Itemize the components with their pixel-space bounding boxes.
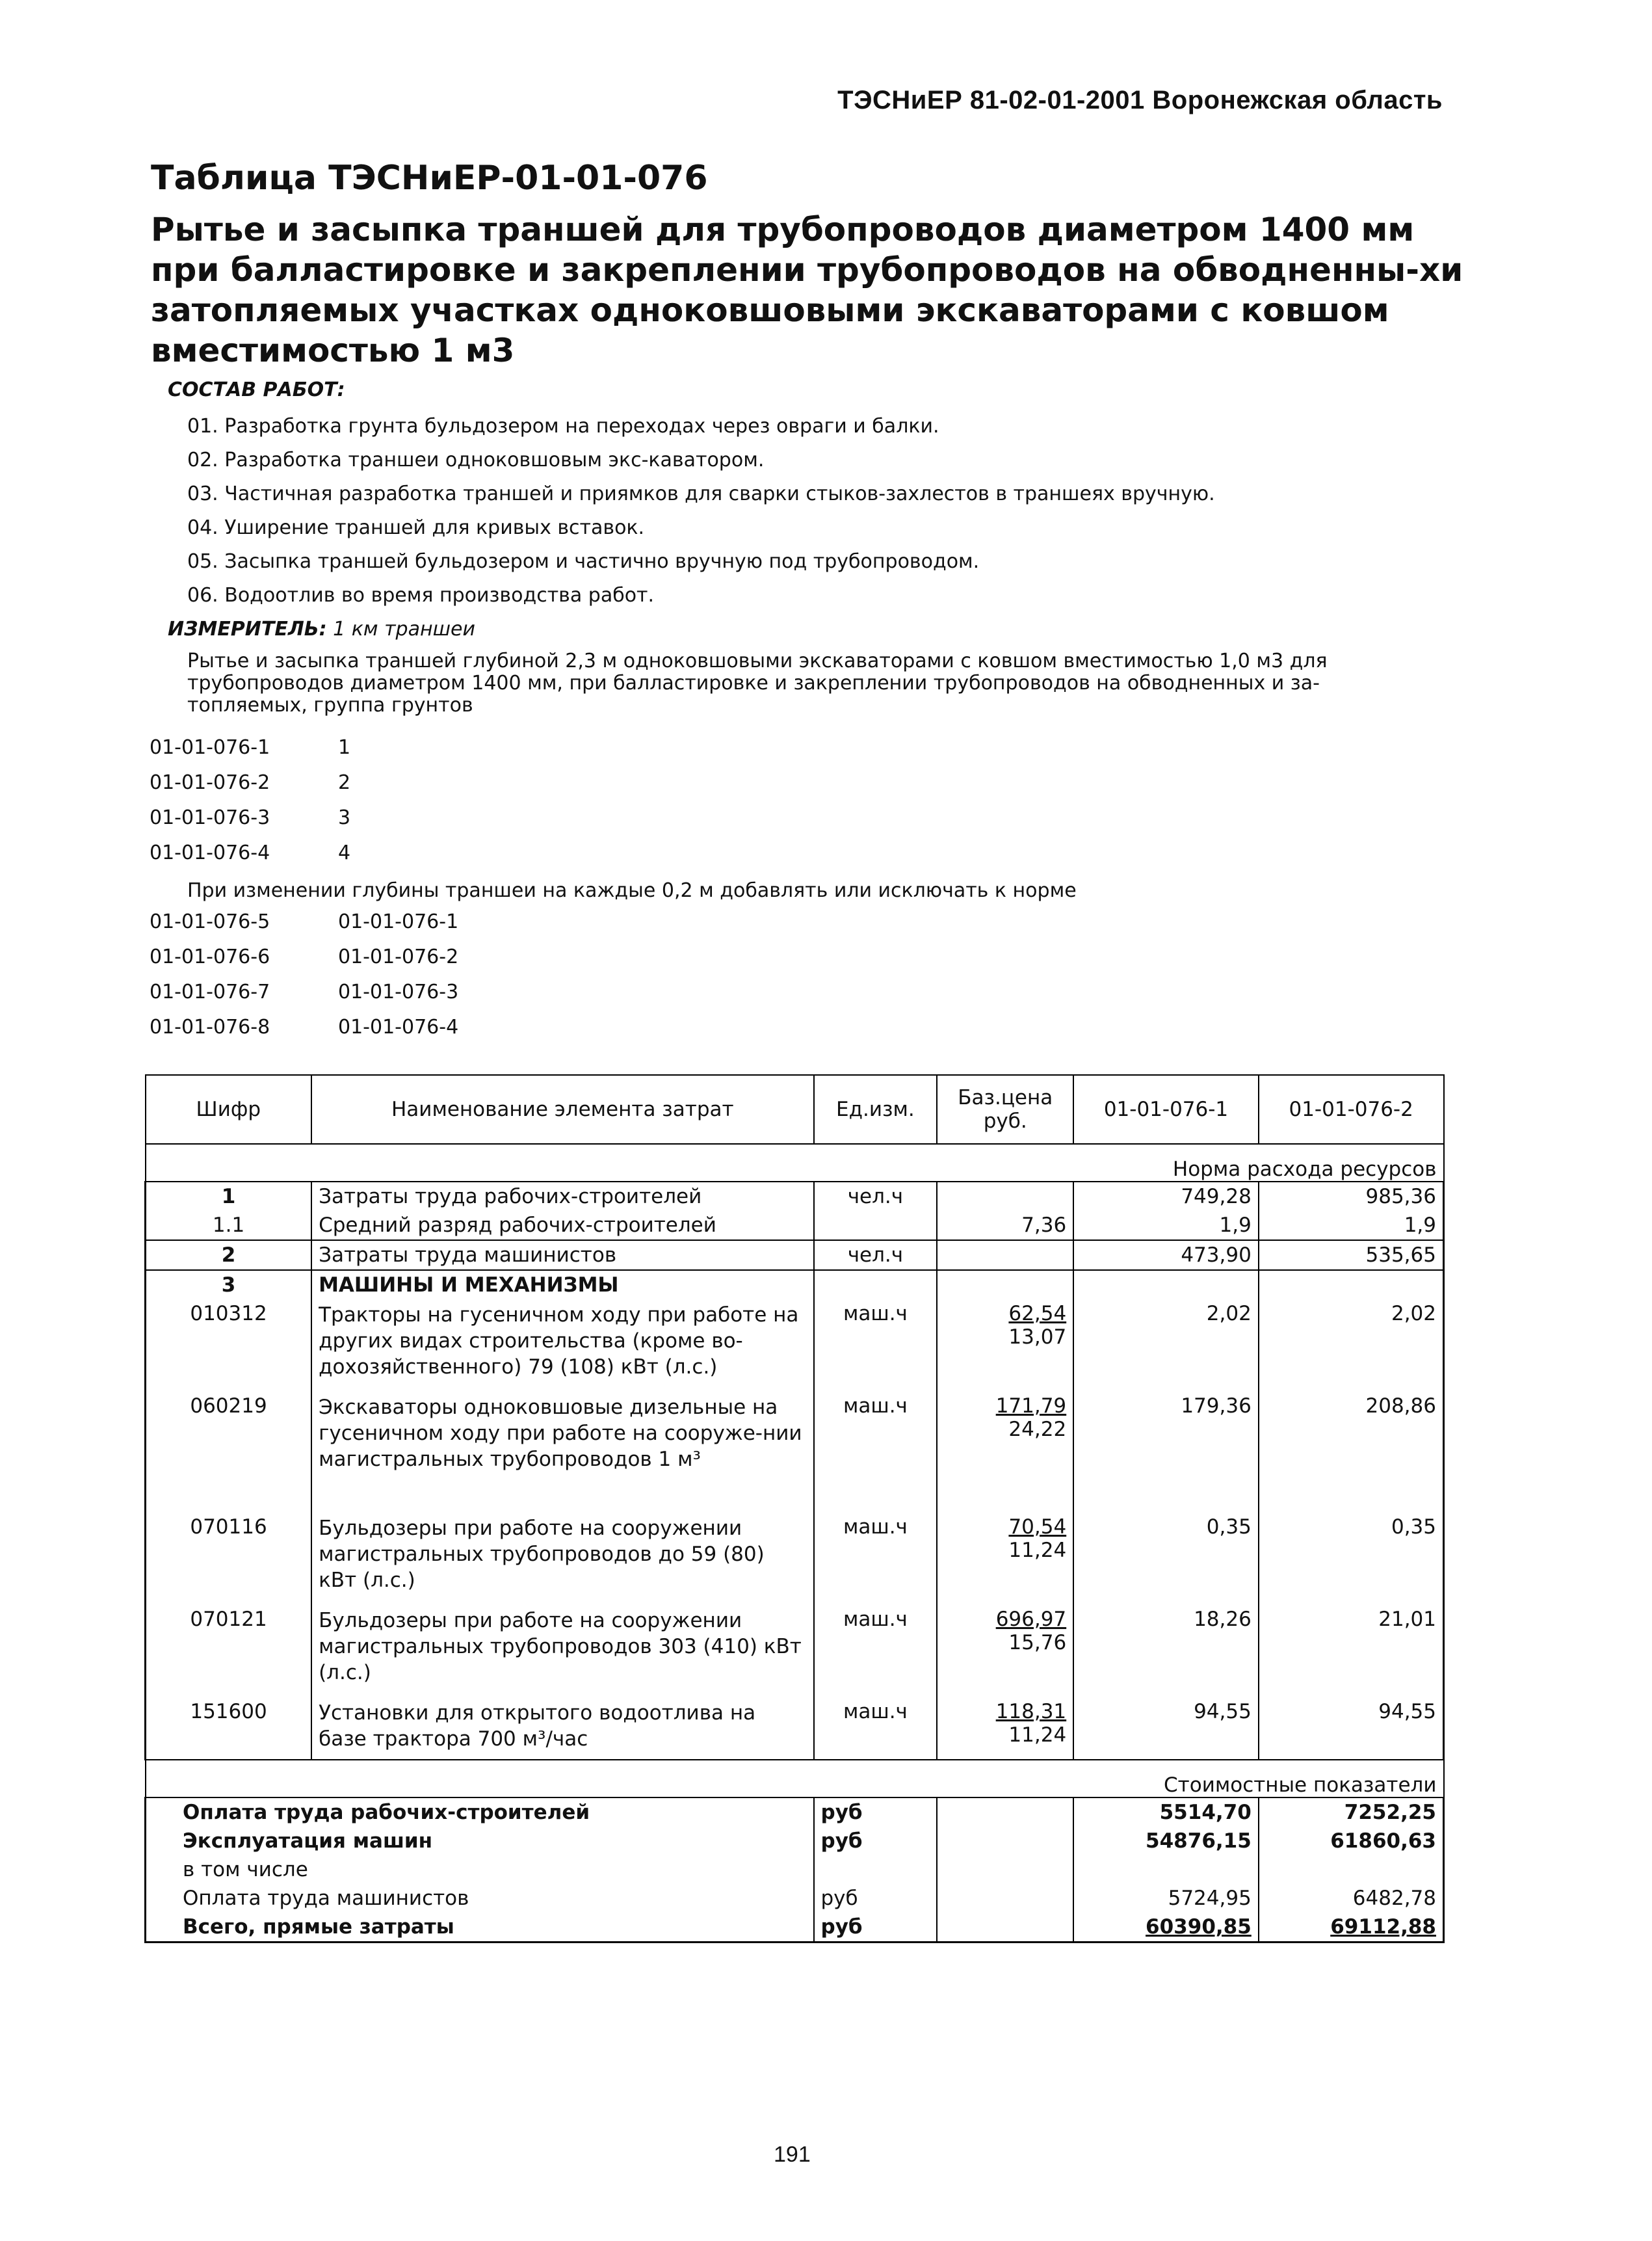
table-row: 1.1 Средний разряд рабочих-строителей 7,36 1,9 1,9 <box>146 1211 1444 1240</box>
machine-row: 070121 Бульдозеры при работе на сооружении магистральных трубопроводов 303 (410) кВт (л.с.) маш.ч 696,97 15,76 18,26 21,01 <box>146 1605 1444 1697</box>
code: 01-01-076-3 <box>150 806 270 829</box>
code-value: 3 <box>338 806 351 829</box>
code-value: 01-01-076-4 <box>338 1016 459 1039</box>
table-row: 3 МАШИНЫ И МЕХАНИЗМЫ <box>146 1270 1444 1299</box>
norm-section-row <box>146 1144 1444 1182</box>
code: 01-01-076-6 <box>150 946 270 968</box>
measurer <box>168 618 475 641</box>
code-row <box>150 981 459 1003</box>
machine-row: 151600 Установки для открытого водоотлива на базе трактора 700 м³/час маш.ч 118,31 11,24 94,55 94,55 <box>146 1697 1444 1760</box>
cost-row: в том числе <box>146 1855 1444 1884</box>
header-col2: 01-01-076-2 <box>1259 1075 1444 1144</box>
header-shifr: Шифр <box>146 1075 312 1144</box>
table-header-row <box>146 1075 1444 1144</box>
code: 01-01-076-8 <box>150 1016 270 1039</box>
table-row: 1 Затраты труда рабочих-строителей чел.ч 749,28 985,36 <box>146 1182 1444 1211</box>
work-item: 01. Разработка грунта бульдозером на переходах через овраги и балки. <box>187 415 939 438</box>
header-unit: Ед.изм. <box>814 1075 937 1144</box>
table-row: 2 Затраты труда машинистов чел.ч 473,90 535,65 <box>146 1240 1444 1270</box>
header-col1: 01-01-076-1 <box>1073 1075 1259 1144</box>
work-description: Рытье и засыпка траншей глубиной 2,3 м одноковшовыми экскаваторами с ковшом вместимостью 1,0 м3 для трубопроводов диаметром 1400 мм, при балластировке и закреплении трубопроводов на обводненных и за-топляемых, группа грунтов <box>187 650 1328 717</box>
code-value: 2 <box>338 771 351 794</box>
document-header: ТЭСНиЕР 81-02-01-2001 Воронежская область <box>837 86 1443 114</box>
code-row <box>150 771 351 794</box>
header-price: Баз.цена руб. <box>937 1075 1073 1144</box>
cost-row: Эксплуатация машин руб 54876,15 61860,63 <box>146 1827 1444 1855</box>
code: 01-01-076-5 <box>150 910 270 933</box>
work-item: 04. Уширение траншей для кривых вставок. <box>187 516 645 539</box>
cost-row: Оплата труда рабочих-строителей руб 5514,70 7252,25 <box>146 1797 1444 1827</box>
measurer-label: ИЗМЕРИТЕЛЬ: <box>168 618 327 641</box>
code: 01-01-076-4 <box>150 842 270 864</box>
code-value: 01-01-076-2 <box>338 946 459 968</box>
code-value: 01-01-076-1 <box>338 910 459 933</box>
work-item: 03. Частичная разработка траншей и приямков для сварки стыков-захлестов в траншеях вручную. <box>187 483 1215 505</box>
work-item: 05. Засыпка траншей бульдозером и частично вручную под трубопроводом. <box>187 550 980 573</box>
code-value: 01-01-076-3 <box>338 981 459 1003</box>
code-row <box>150 910 459 933</box>
code: 01-01-076-2 <box>150 771 270 794</box>
code-row <box>150 946 459 968</box>
cost-row: Оплата труда машинистов руб 5724,95 6482,78 <box>146 1884 1444 1913</box>
table-name: Таблица ТЭСНиЕР-01-01-076 <box>151 159 708 198</box>
table-title: Рытье и засыпка траншей для трубопроводов диаметром 1400 мм при балластировке и закреплении трубопроводов на обводненны-хи затопляемых участках одноковшовыми экскаваторами с ковшом вместимостью 1 м3 <box>151 211 1463 369</box>
machine-row: 010312 Тракторы на гусеничном ходу при работе на других видах строительства (кроме во-дохозяйственного) 79 (108) кВт (л.с.) маш.ч 62,54 13,07 2,02 2,02 <box>146 1299 1444 1392</box>
cost-row: Всего, прямые затраты руб 60390,85 69112,88 <box>146 1913 1444 1943</box>
code-value: 4 <box>338 842 351 864</box>
code-row <box>150 1016 459 1039</box>
depth-note: При изменении глубины траншеи на каждые 0,2 м добавлять или исключать к норме <box>187 879 1077 902</box>
work-item: 02. Разработка траншеи одноковшовым экс-каватором. <box>187 449 765 471</box>
cost-section-label: Стоимостные показатели <box>146 1760 1444 1797</box>
code: 01-01-076-1 <box>150 736 270 759</box>
work-composition-label: СОСТАВ РАБОТ: <box>168 378 345 401</box>
cost-section-row <box>146 1760 1444 1797</box>
code-value: 1 <box>338 736 351 759</box>
header-name: Наименование элемента затрат <box>311 1075 813 1144</box>
machine-row: 060219 Экскаваторы одноковшовые дизельные на гусеничном ходу при работе на сооруже-нии магистральных трубопроводов 1 м³ маш.ч 171,79 24,22 179,36 208,86 <box>146 1392 1444 1513</box>
page-number: 191 <box>774 2142 811 2167</box>
work-list <box>187 410 1215 613</box>
work-item: 06. Водоотлив во время производства работ. <box>187 584 655 607</box>
code: 01-01-076-7 <box>150 981 270 1003</box>
code-row <box>150 842 351 864</box>
code-row <box>150 736 351 759</box>
resource-table <box>144 1074 1445 1943</box>
norm-section-label: Норма расхода ресурсов <box>146 1144 1444 1182</box>
measurer-value: 1 км траншеи <box>333 618 475 641</box>
machine-row: 070116 Бульдозеры при работе на сооружении магистральных трубопроводов до 59 (80) кВт (л.с.) маш.ч 70,54 11,24 0,35 0,35 <box>146 1513 1444 1605</box>
code-row <box>150 806 351 829</box>
